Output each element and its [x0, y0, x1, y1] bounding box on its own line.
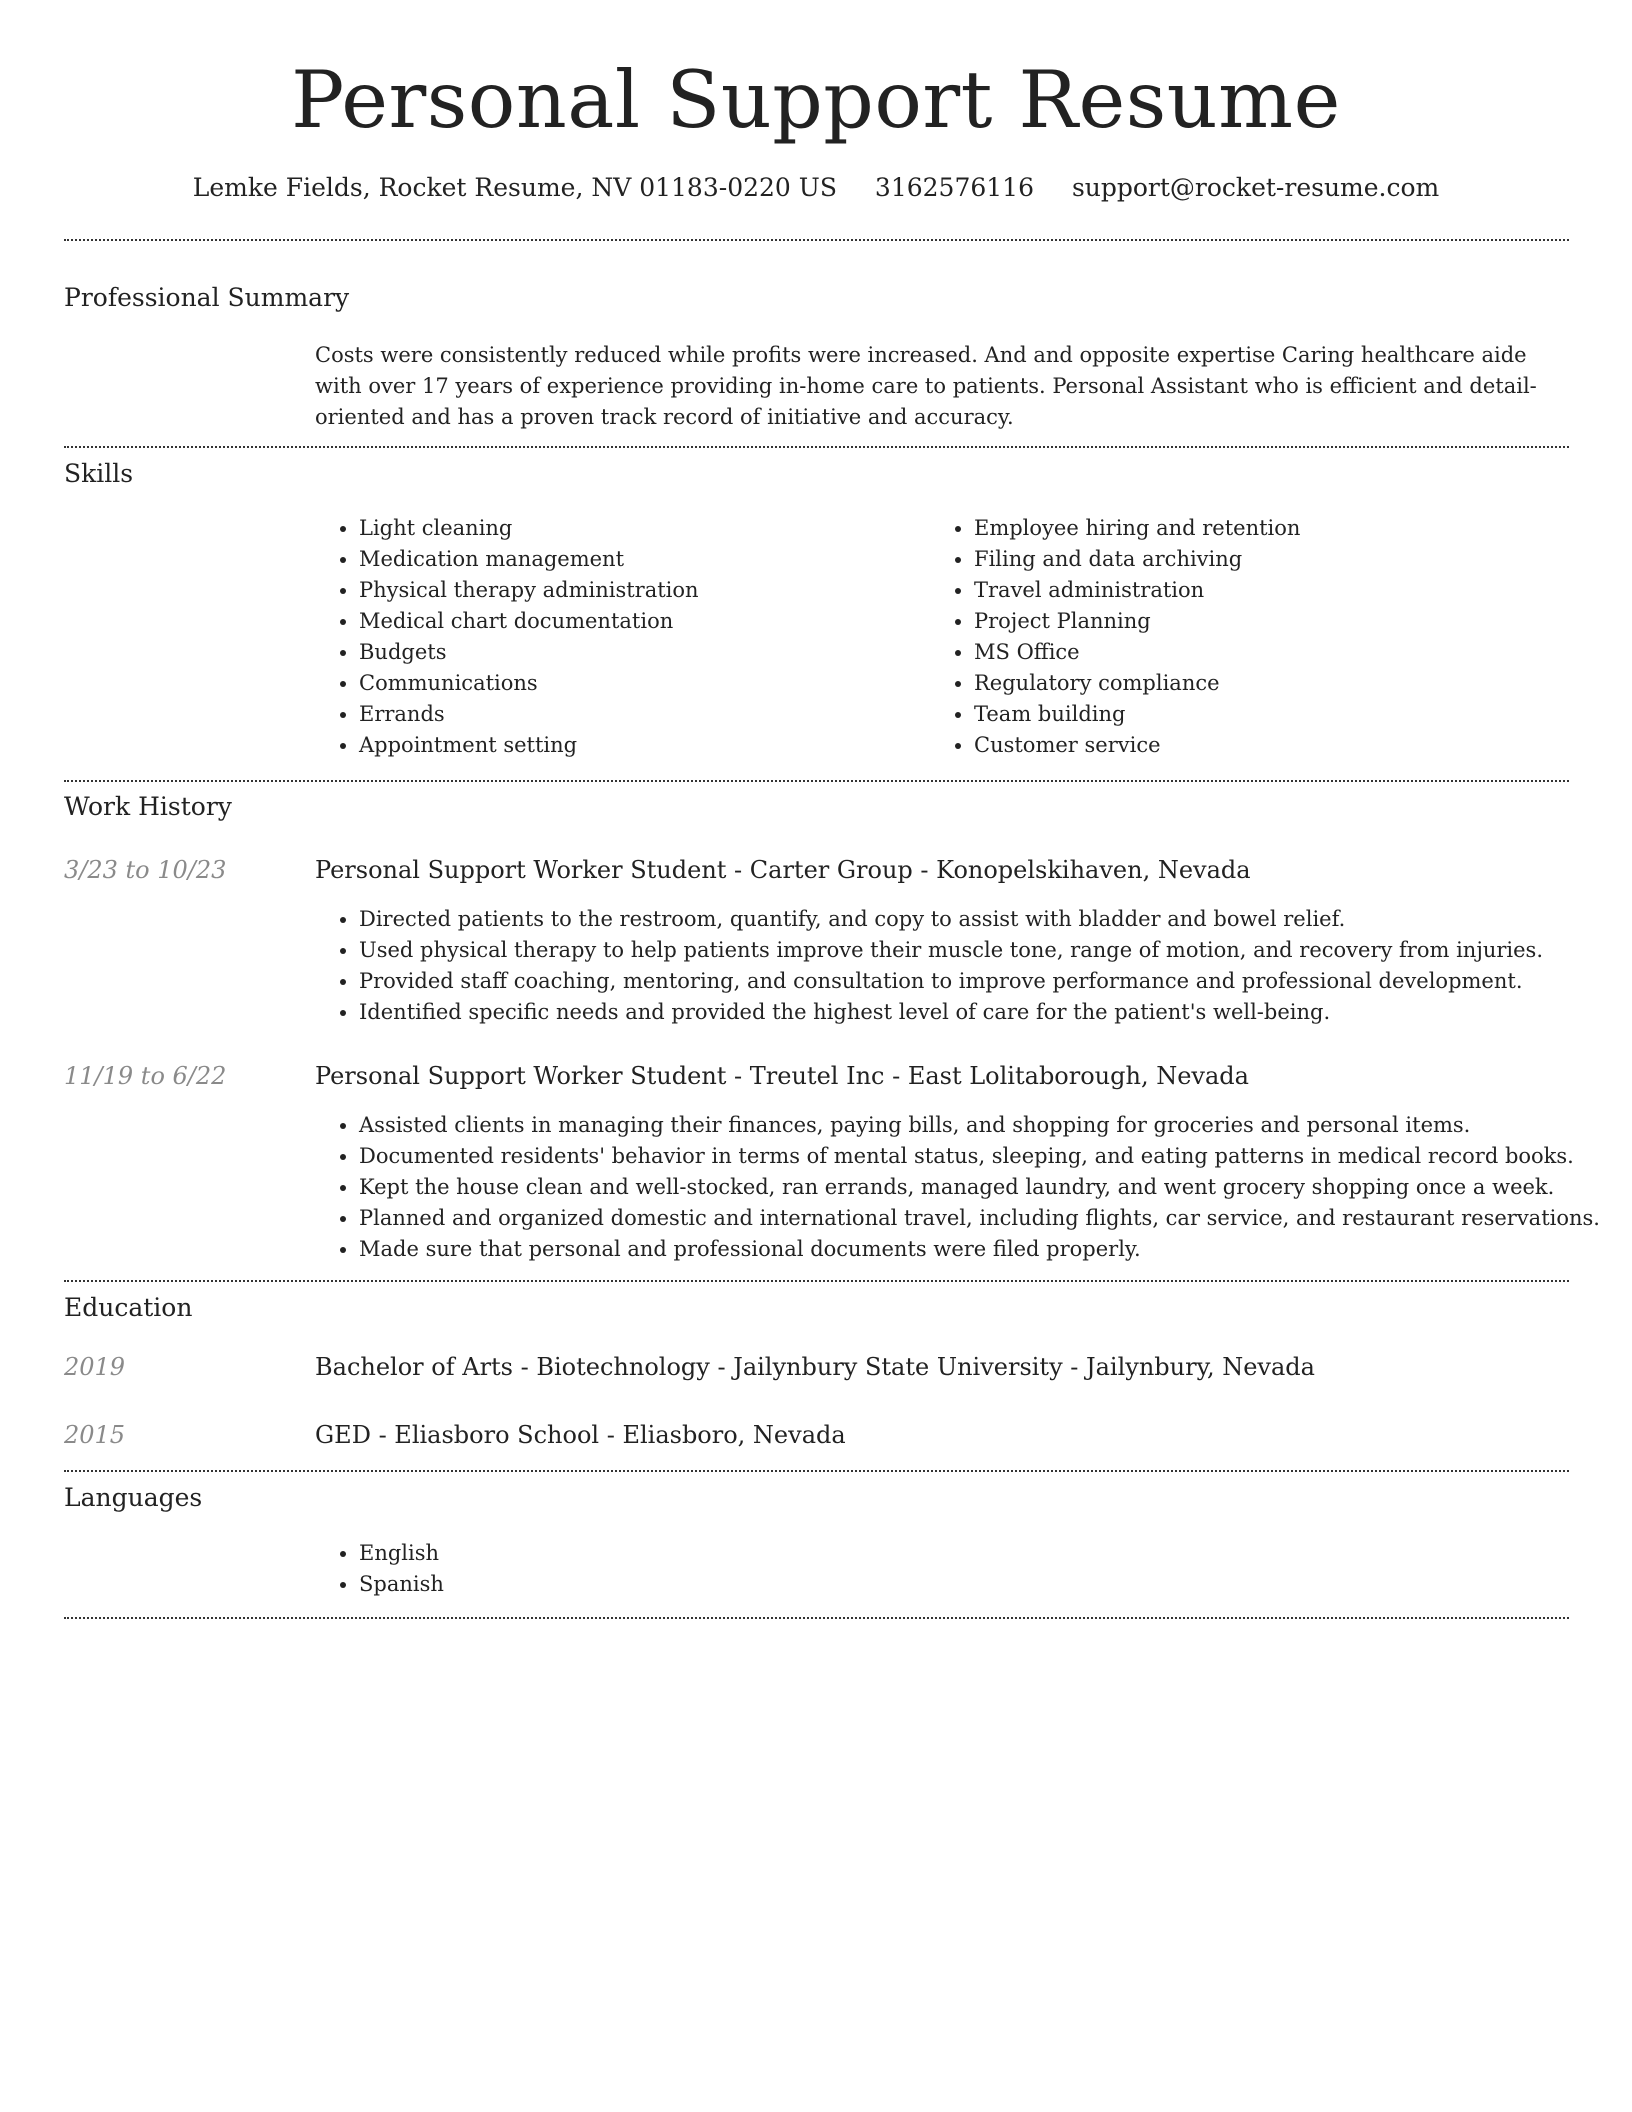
skills-list-left [315, 513, 919, 761]
job-bullets [315, 1110, 1614, 1265]
skill-item: • Medication management [359, 544, 919, 575]
job-bullet: • Identified specific needs and provided the highest level of care for the patient's well-being. [359, 997, 1614, 1028]
skill-item: • Communications [359, 668, 919, 699]
section-divider [64, 1617, 1569, 1619]
skill-item: • MS Office [974, 637, 1574, 668]
skill-item: • Regulatory compliance [974, 668, 1574, 699]
skill-item: • Filing and data archiving [974, 544, 1574, 575]
job-bullet: • Provided staff coaching, mentoring, and consultation to improve performance and professional development. [359, 966, 1614, 997]
job-bullet: • Planned and organized domestic and international travel, including flights, car service, and restaurant reservations. [359, 1203, 1614, 1234]
job-bullet: • Used physical therapy to help patients improve their muscle tone, range of motion, and recovery from injuries. [359, 935, 1614, 966]
section-divider [64, 1470, 1569, 1472]
section-divider [64, 239, 1569, 241]
contact-line [0, 168, 1632, 208]
job-title: Personal Support Worker Student - Treutel Inc - East Lolitaborough, Nevada [315, 1062, 1249, 1090]
skills-list-right [930, 513, 1574, 761]
section-divider [64, 446, 1569, 448]
skill-item: • Light cleaning [359, 513, 919, 544]
job-bullets [315, 904, 1614, 1028]
contact-address: Lemke Fields, Rocket Resume, NV 01183-0220 US [192, 173, 837, 202]
contact-phone: 3162576116 [874, 173, 1034, 202]
education-title: Bachelor of Arts - Biotechnology - Jailynbury State University - Jailynbury, Nevada [315, 1353, 1315, 1381]
skill-item: • Employee hiring and retention [974, 513, 1574, 544]
education-year: 2015 [64, 1421, 126, 1449]
section-heading-languages: Languages [64, 1483, 203, 1512]
section-divider [64, 780, 1569, 782]
contact-email: support@rocket-resume.com [1071, 173, 1440, 202]
job-bullet: • Made sure that personal and professional documents were filed properly. [359, 1234, 1614, 1265]
skill-item: • Medical chart documentation [359, 606, 919, 637]
job-dates: 11/19 to 6/22 [64, 1062, 227, 1090]
job-title: Personal Support Worker Student - Carter Group - Konopelskihaven, Nevada [315, 856, 1251, 884]
skill-item: • Appointment setting [359, 730, 919, 761]
education-year: 2019 [64, 1353, 126, 1381]
section-heading-education: Education [64, 1293, 193, 1322]
skill-item: • Budgets [359, 637, 919, 668]
skill-item: • Physical therapy administration [359, 575, 919, 606]
section-divider [64, 1280, 1569, 1282]
job-bullet: • Kept the house clean and well-stocked, ran errands, managed laundry, and went grocery shopping once a week. [359, 1172, 1614, 1203]
section-heading-summary: Professional Summary [64, 283, 350, 312]
section-heading-skills: Skills [64, 459, 134, 488]
job-bullet: • Directed patients to the restroom, quantify, and copy to assist with bladder and bowel relief. [359, 904, 1614, 935]
section-heading-work: Work History [64, 792, 232, 821]
language-item: • English [359, 1538, 959, 1569]
languages-list [315, 1538, 959, 1600]
job-dates: 3/23 to 10/23 [64, 856, 227, 884]
job-bullet: • Documented residents' behavior in terms of mental status, sleeping, and eating patterns in medical record books. [359, 1141, 1614, 1172]
skill-item: • Travel administration [974, 575, 1574, 606]
resume-title: Personal Support Resume [291, 54, 1341, 146]
skill-item: • Customer service [974, 730, 1574, 761]
job-bullet: • Assisted clients in managing their finances, paying bills, and shopping for groceries and personal items. [359, 1110, 1614, 1141]
language-item: • Spanish [359, 1569, 959, 1600]
skill-item: • Project Planning [974, 606, 1574, 637]
skill-item: • Errands [359, 699, 919, 730]
skill-item: • Team building [974, 699, 1574, 730]
education-title: GED - Eliasboro School - Eliasboro, Nevada [315, 1421, 846, 1449]
summary-text: Costs were consistently reduced while profits were increased. And and opposite expertise Caring healthcare aide with over 17 years of experience providing in-home care to patients. Personal Assistant who is efficient and detail-oriented and has a proven track record of initiative and accuracy. [315, 343, 1537, 429]
